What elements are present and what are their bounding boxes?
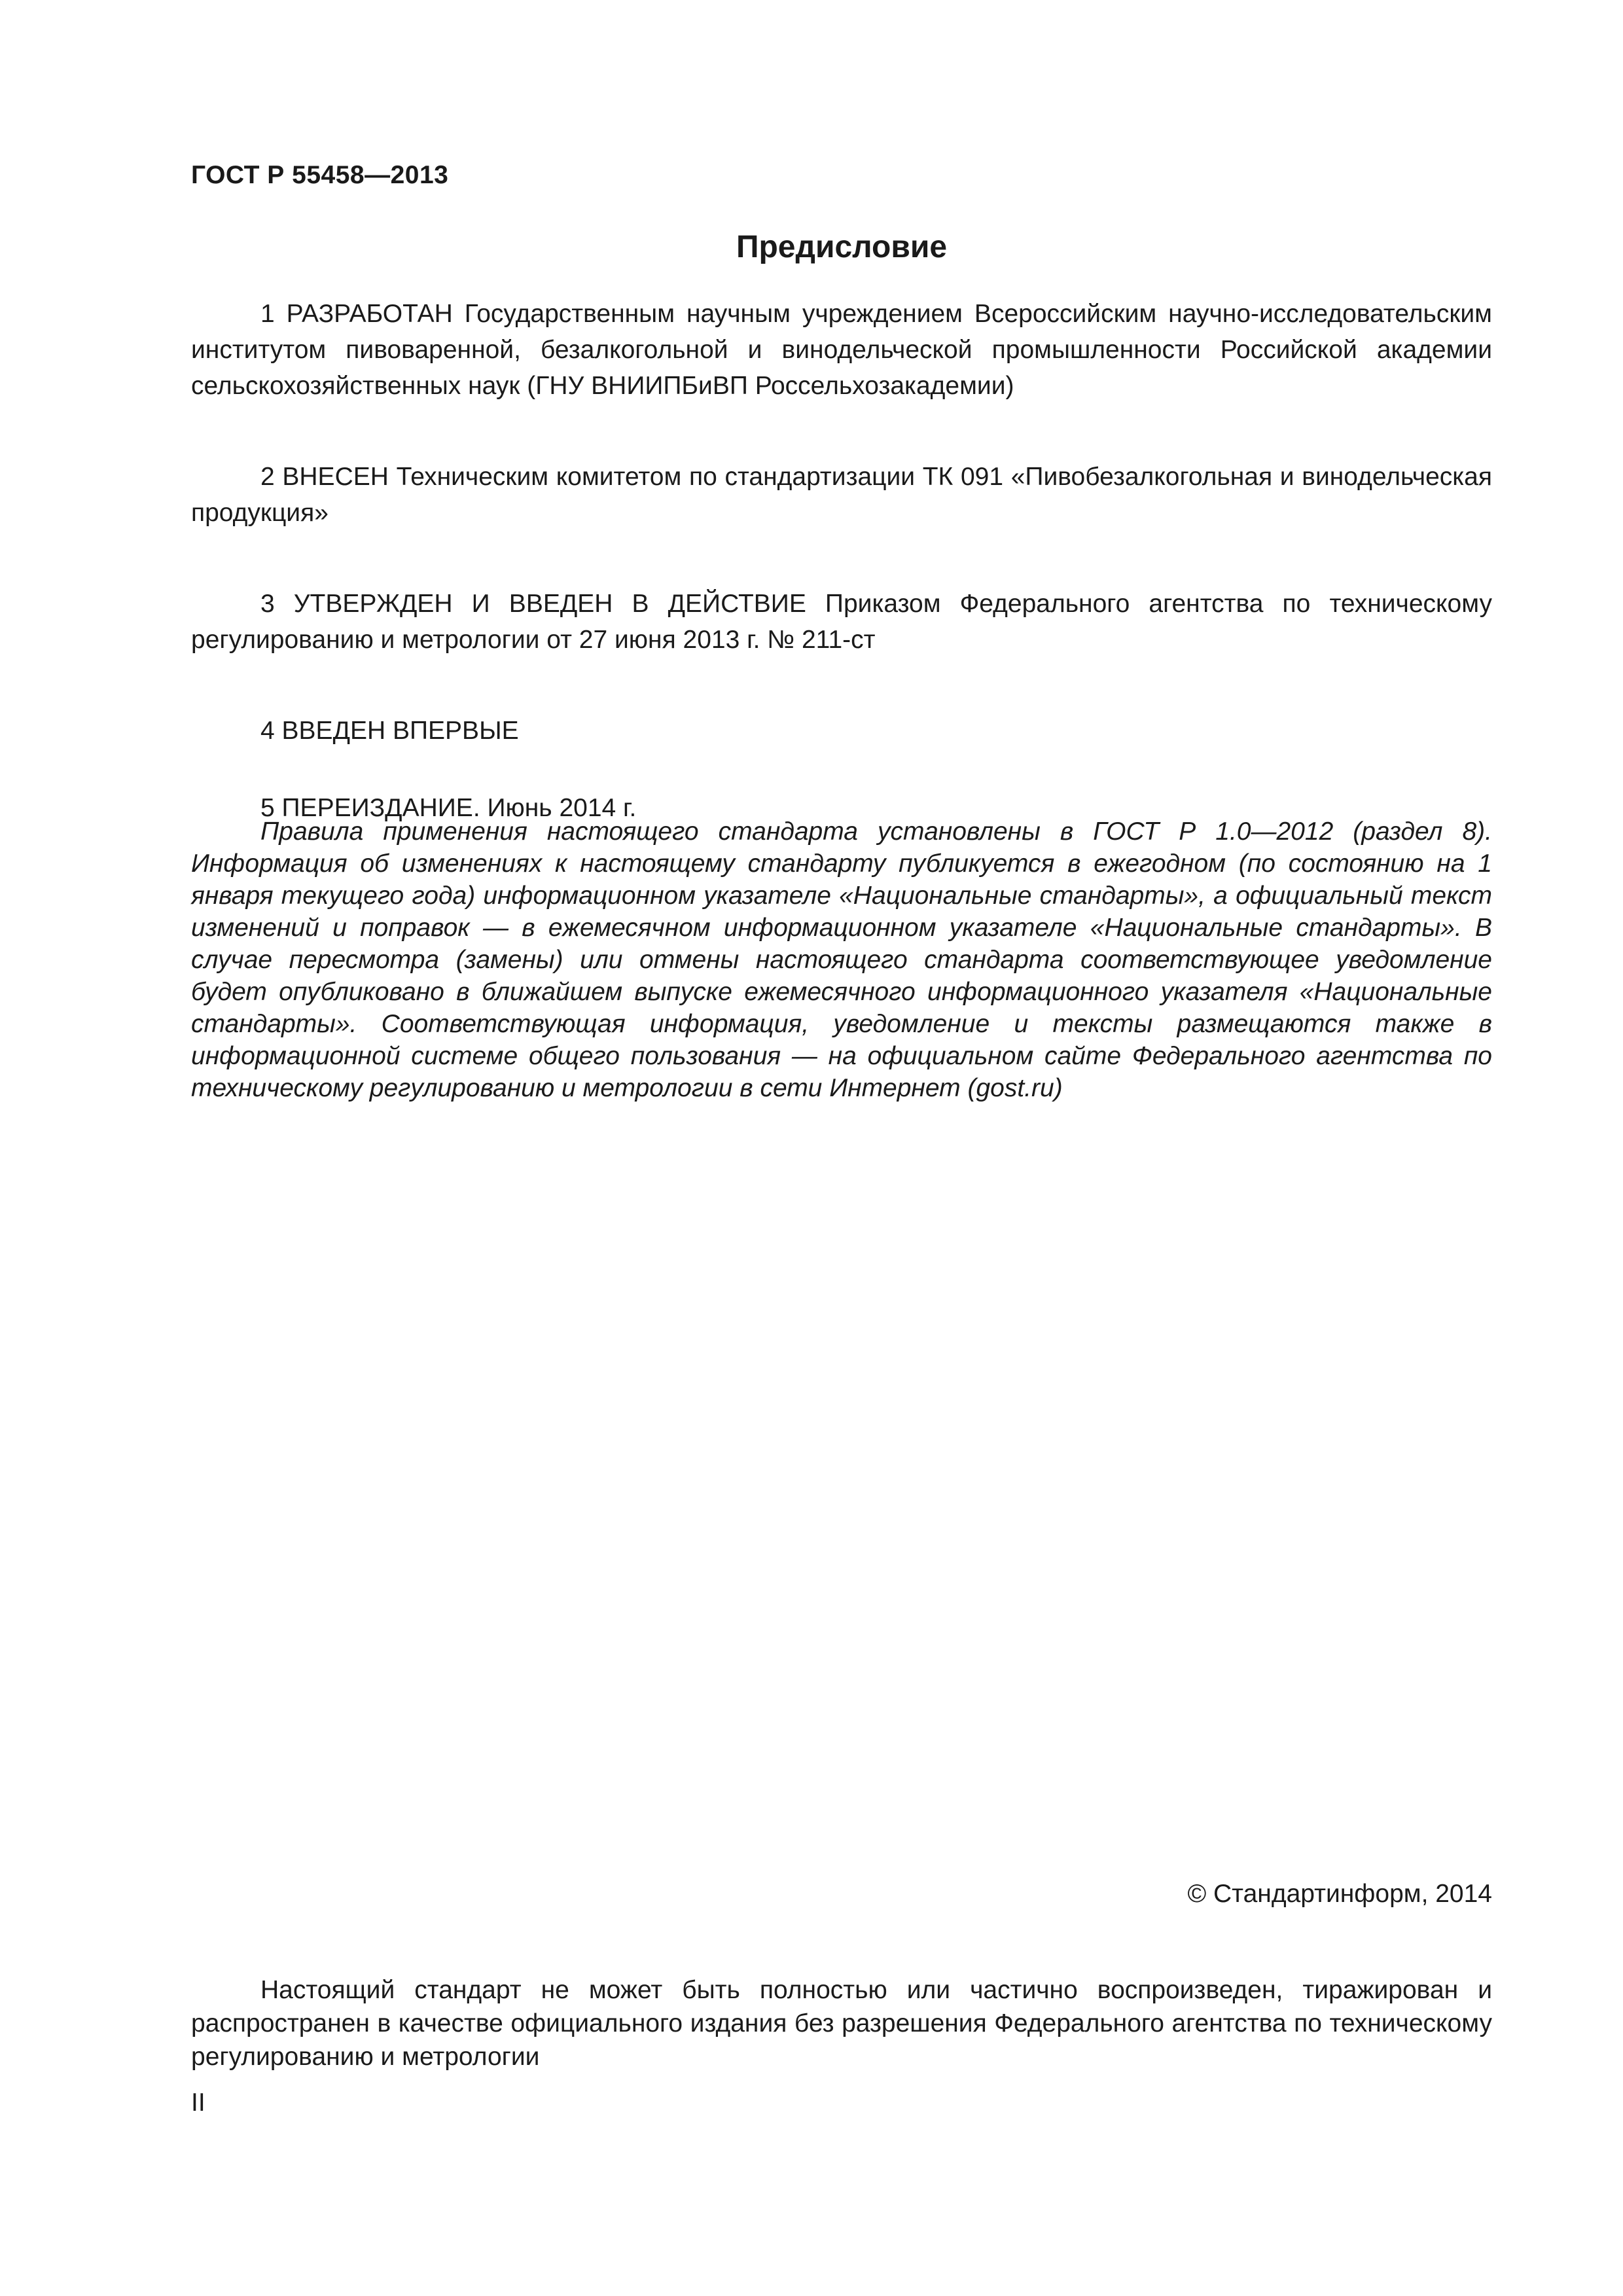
application-rules-note: Правила применения настоящего стандарта установлены в ГОСТ Р 1.0—2012 (раздел 8). Информация об изменениях к настоящему стандарту публикуется в ежегодном (по состоянию на 1 января текущего года) информационном указателе «Национальные стандарты», а официальный текст изменений и поправок — в ежемесячном информационном указателе «Национальные стандарты». В случае пересмотра (замены) или отмены настоящего стандарта соответствующее уведомление будет опубликовано в ближайшем выпуске ежемесячного информационного указателя «Национальные стандарты». Соответствующая информация, уведомление и тексты размещаются также в информационной системе общего пользования — на официальном сайте Федерального агентства по техническому регулированию и метрологии в сети Интернет (gost.ru) xyxy=(191,817,1492,1102)
foreword-body xyxy=(191,296,1492,867)
page-number: II xyxy=(191,2089,205,2117)
reproduction-notice: Настоящий стандарт не может быть полностью или частично воспроизведен, тиражирован и распространен в качестве официального издания без разрешения Федерального агентства по техническому регулированию и метрологии xyxy=(191,1976,1492,2071)
foreword-item: 2 ВНЕСЕН Техническим комитетом по стандартизации ТК 091 «Пивобезалкогольная и винодельческая продукция» xyxy=(191,463,1492,527)
foreword-item: 4 ВВЕДЕН ВПЕРВЫЕ xyxy=(260,717,519,745)
foreword-item: 3 УТВЕРЖДЕН И ВВЕДЕН В ДЕЙСТВИЕ Приказом Федерального агентства по техническому регулированию и метрологии от 27 июня 2013 г. № 211-ст xyxy=(191,590,1492,654)
document-code: ГОСТ Р 55458—2013 xyxy=(191,161,449,189)
foreword-item: 1 РАЗРАБОТАН Государственным научным учреждением Всероссийским научно-исследовательским институтом пивоваренной, безалкогольной и винодельческой промышленности Российской академии сельскохозяйственных наук (ГНУ ВНИИПБиВП Россельхозакадемии) xyxy=(191,300,1492,400)
copyright-line: © Стандартинформ, 2014 xyxy=(1187,1880,1492,1908)
foreword-item: 5 ПЕРЕИЗДАНИЕ. Июнь 2014 г. xyxy=(260,794,637,822)
section-title: Предисловие xyxy=(736,230,948,264)
